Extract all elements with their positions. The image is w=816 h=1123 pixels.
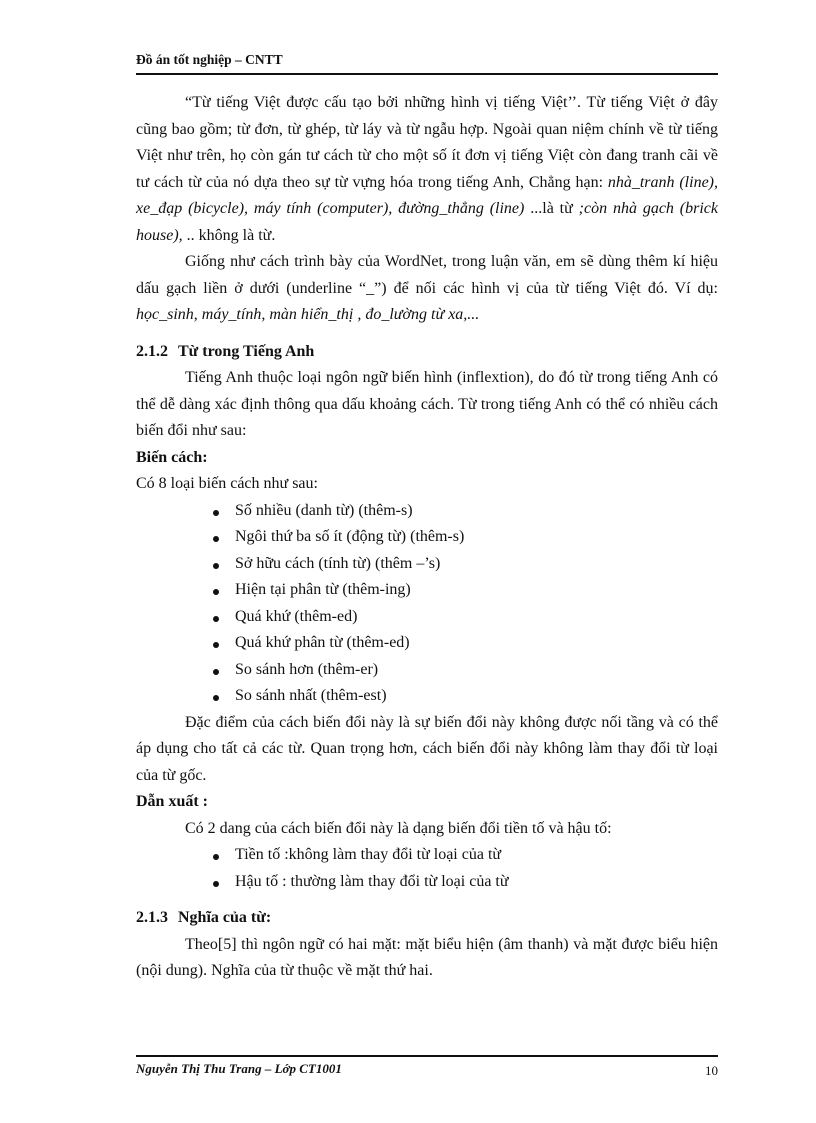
para1-text-3: .. không là từ. xyxy=(182,226,276,244)
subheading-bien-cach: Biến cách: xyxy=(136,448,208,466)
subheading-dan-xuat: Dẫn xuất : xyxy=(136,793,209,810)
para1-italic-1: nhà_tranh (line), xe_đạp (bicycle), máy tính (computer), đường_thẳng (line) xyxy=(136,173,719,217)
list-item xyxy=(136,869,718,896)
page-number: 10 xyxy=(705,1063,718,1078)
bullet-icon xyxy=(213,616,219,622)
page-header xyxy=(136,52,718,75)
bien-cach-note: Đặc điểm của cách biến đổi này là sự biến đổi này không được nối tầng và có thể áp dụng cho tất cả các từ. Quan trọng hơn, cách biến đổi này không làm thay đổi từ loại của từ gốc. xyxy=(136,713,718,784)
bullet-icon xyxy=(213,642,219,648)
page-footer xyxy=(136,1055,718,1077)
para1-text-2: ...là từ xyxy=(524,200,579,217)
list-item-text: So sánh hơn (thêm-er) xyxy=(235,660,379,678)
list-item-text: So sánh nhất (thêm-est) xyxy=(235,687,387,704)
list-item xyxy=(136,577,718,604)
list-item-text: Quá khứ (thêm-ed) xyxy=(235,607,358,625)
paragraph-vietnamese-words xyxy=(136,90,718,249)
list-item xyxy=(136,551,718,578)
paragraph-wordnet xyxy=(136,249,718,329)
para2-italic-1: học_sinh, máy_tính, màn hiển_thị , đo_lường từ xa,... xyxy=(136,306,480,323)
list-item xyxy=(136,604,718,631)
list-item xyxy=(136,630,718,657)
dan-xuat-intro: Có 2 dang của cách biến đổi này là dạng biến đổi tiền tố và hậu tố: xyxy=(185,819,612,837)
section-number: 2.1.3 xyxy=(136,909,168,926)
section-heading-2-1-3 xyxy=(136,905,718,932)
header-title: Đồ án tốt nghiệp – CNTT xyxy=(136,52,283,67)
footer-author: Nguyễn Thị Thu Trang – Lớp CT1001 xyxy=(136,1061,342,1076)
bullet-icon xyxy=(213,510,219,516)
bien-cach-list xyxy=(136,498,718,710)
bullet-icon xyxy=(213,854,219,860)
list-item xyxy=(136,498,718,525)
list-item-text: Sở hữu cách (tính từ) (thêm –’s) xyxy=(235,554,441,572)
bullet-icon xyxy=(213,695,219,701)
para2-text-1: Giống như cách trình bày của WordNet, trong luận văn, em sẽ dùng thêm kí hiệu dấu gạch liền ở dưới (underline “_”) để nối các hình vị của từ tiếng Việt đó. Ví dụ: xyxy=(136,253,718,297)
list-item-text: Ngôi thứ ba số ít (động từ) (thêm-s) xyxy=(235,528,465,545)
para1-italic-2: ;còn nhà gạch (brick house), xyxy=(136,200,719,244)
list-item-text: Tiền tố :không làm thay đổi từ loại của từ xyxy=(235,846,502,863)
bullet-icon xyxy=(213,536,219,542)
bien-cach-intro: Có 8 loại biến cách như sau: xyxy=(136,475,318,492)
bullet-icon xyxy=(213,589,219,595)
bullet-icon xyxy=(213,881,219,887)
list-item-text: Số nhiều (danh từ) (thêm-s) xyxy=(235,501,413,519)
list-item-text: Hậu tố : thường làm thay đổi từ loại của từ xyxy=(235,872,509,890)
section-title: Từ trong Tiếng Anh xyxy=(178,342,315,360)
section-title: Nghĩa của từ: xyxy=(178,909,272,926)
list-item-text: Quá khứ phân từ (thêm-ed) xyxy=(235,634,410,651)
paragraph-english-words: Tiếng Anh thuộc loại ngôn ngữ biến hình (inflextion), do đó từ trong tiếng Anh có thể dễ dàng xác định thông qua dấu khoảng cách. Từ trong tiếng Anh có thể có nhiều cách biến đổi như sau: xyxy=(136,369,718,439)
document-body xyxy=(136,90,718,985)
section-heading-2-1-2 xyxy=(136,339,718,366)
dan-xuat-list xyxy=(136,842,718,895)
bullet-icon xyxy=(213,563,219,569)
list-item-text: Hiện tại phân từ (thêm-ing) xyxy=(235,581,411,598)
list-item xyxy=(136,683,718,710)
list-item xyxy=(136,842,718,869)
list-item xyxy=(136,524,718,551)
section-number: 2.1.2 xyxy=(136,342,168,360)
para1-text-1: “Từ tiếng Việt được cấu tạo bởi những hình vị tiếng Việt’’. Từ tiếng Việt ở đây cũng bao gồm; từ đơn, từ ghép, từ láy và từ ngẫu hợp. Ngoài quan niệm chính về từ tiếng Việt như trên, họ còn gán tư cách từ cho một số ít đơn vị tiếng Việt còn đang tranh cãi về tư cách từ của nó dựa theo sự từ vựng hóa trong tiếng Anh, Chẳng hạn: xyxy=(136,94,718,191)
bullet-icon xyxy=(213,669,219,675)
paragraph-meaning: Theo[5] thì ngôn ngữ có hai mặt: mặt biểu hiện (âm thanh) và mặt được biểu hiện (nội dung). Nghĩa của từ thuộc về mặt thứ hai. xyxy=(136,935,718,979)
list-item xyxy=(136,657,718,684)
